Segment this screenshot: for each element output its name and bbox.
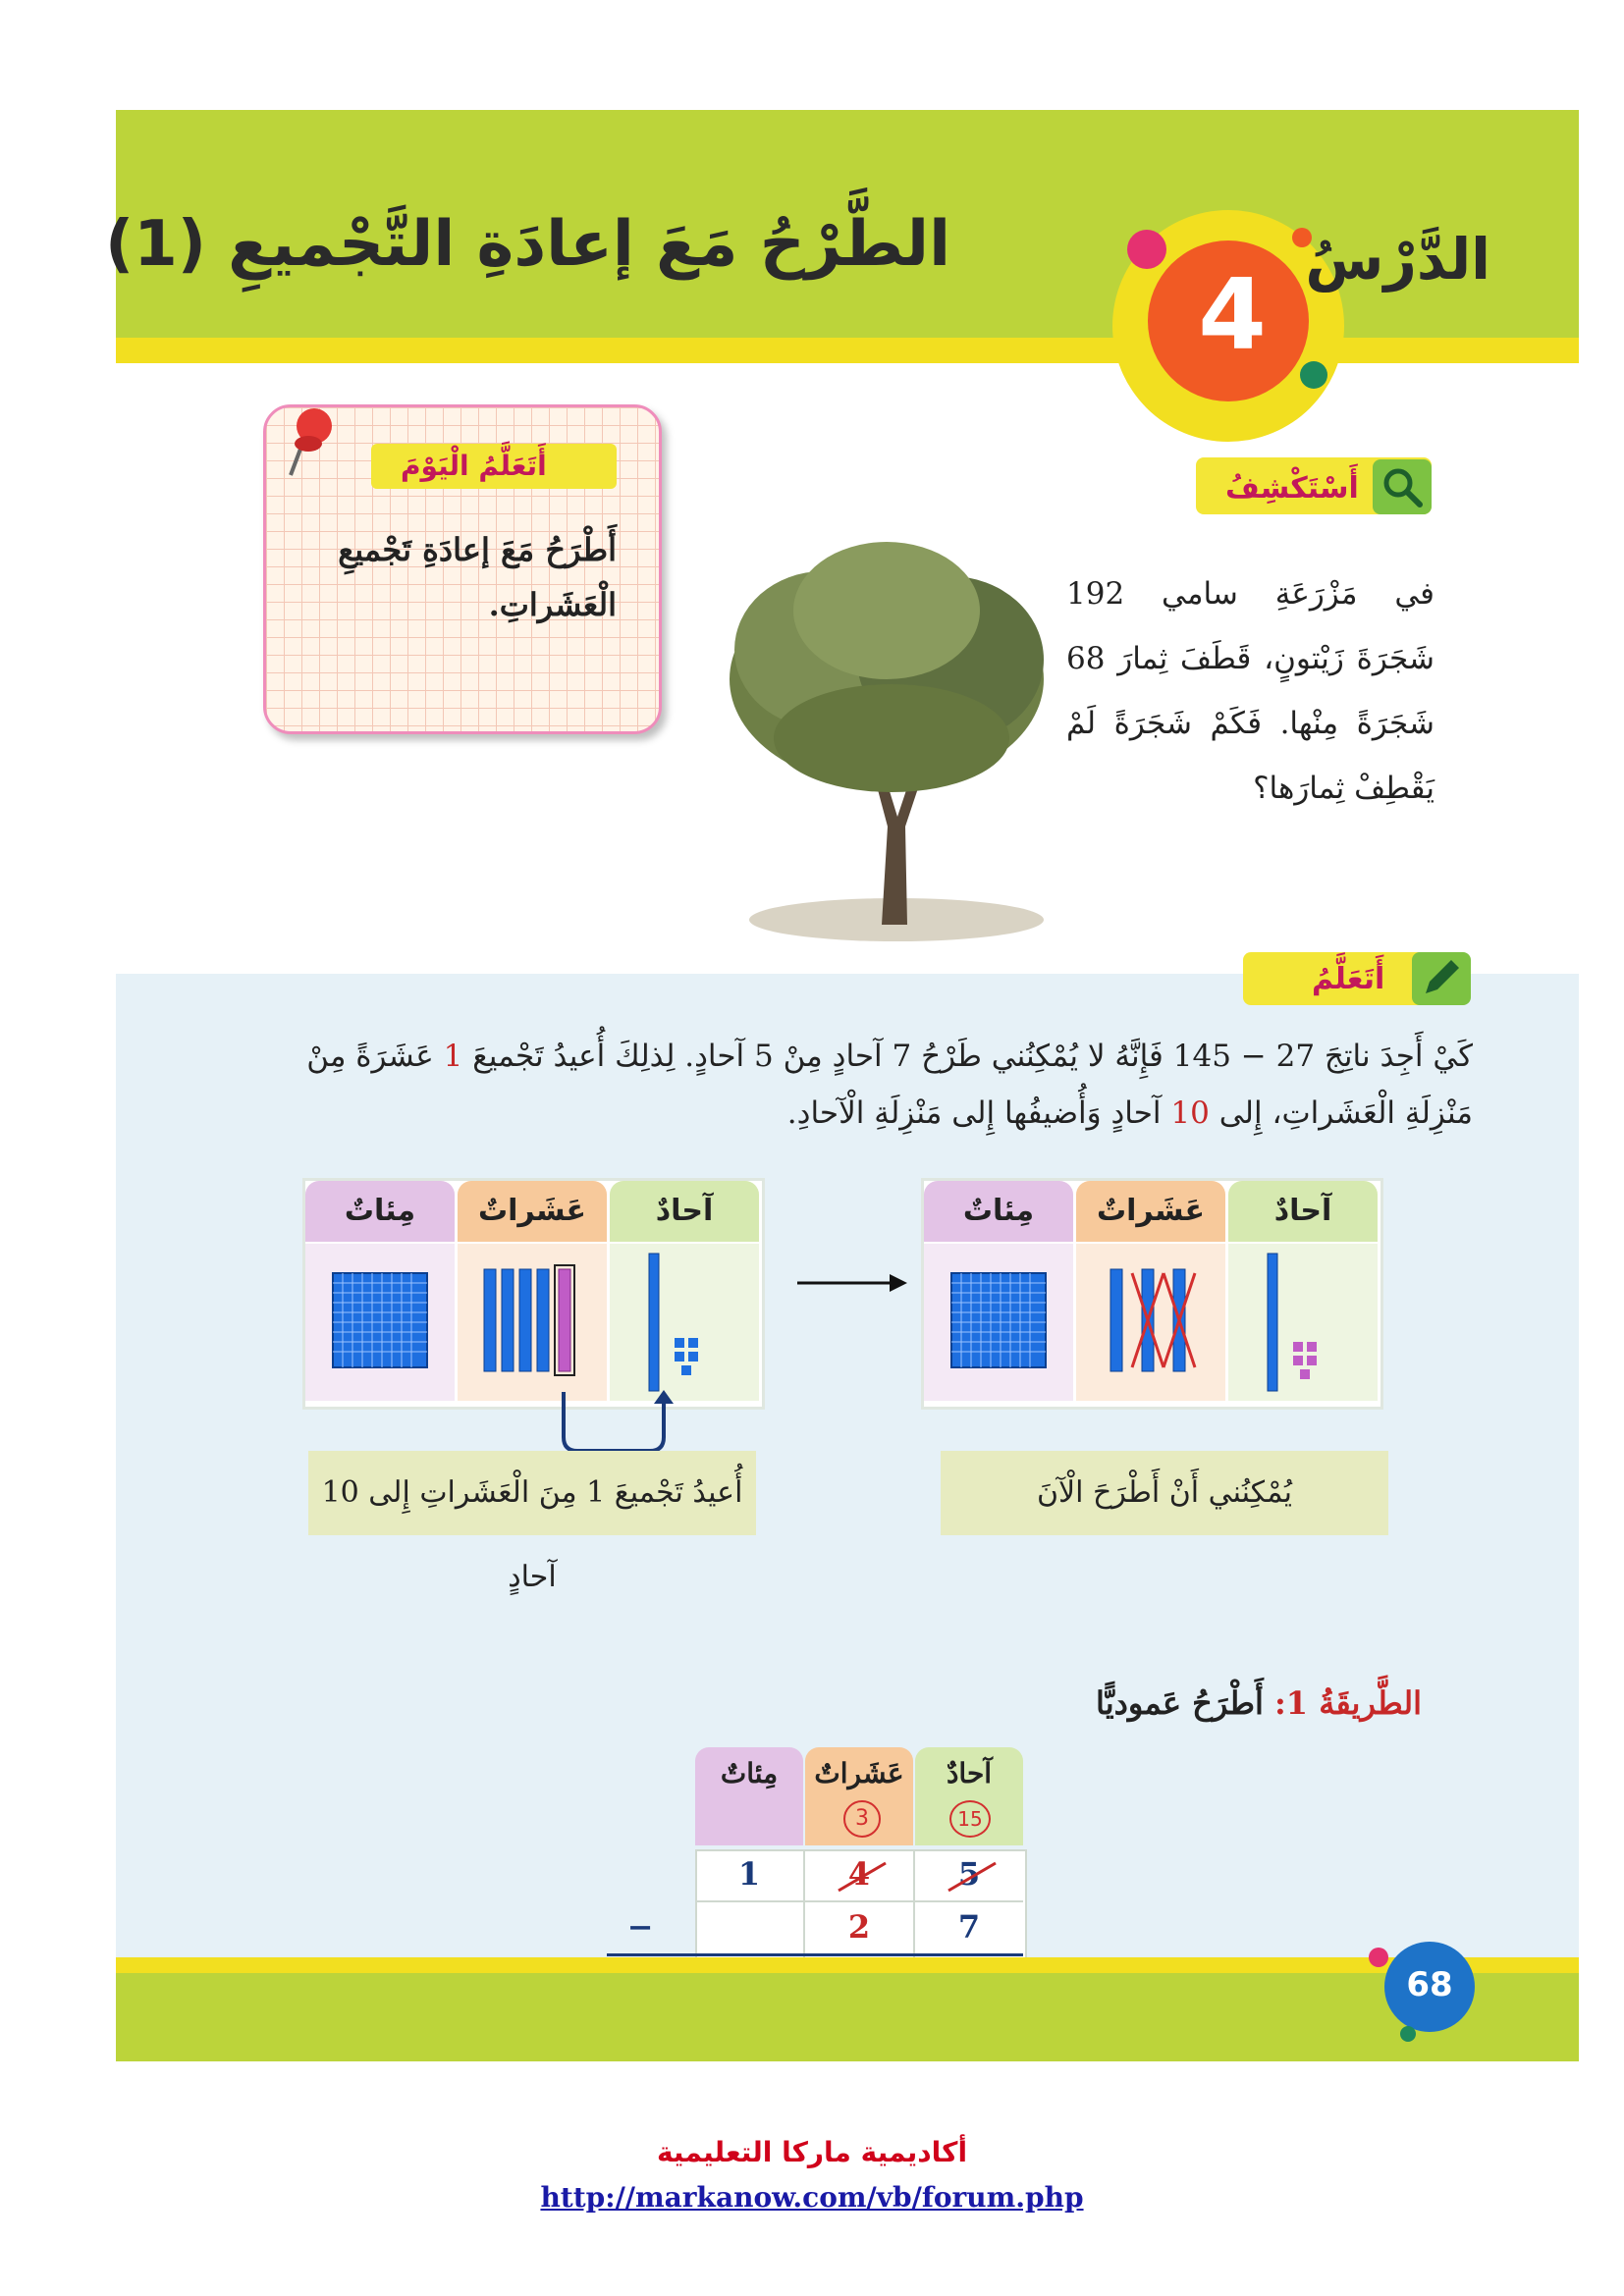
pushpin-icon xyxy=(283,404,346,483)
base-ten-blocks-ready xyxy=(924,1244,1380,1401)
divider xyxy=(695,1900,1023,1902)
tens-rods-crossed xyxy=(1110,1269,1195,1371)
sum-line xyxy=(607,1953,1023,1956)
learn-today-text: أَطْرَحُ مَعَ إعادَةِ تَجْميعِ الْعَشَراتِ. xyxy=(338,531,617,623)
hundred-flat xyxy=(333,1273,427,1367)
olive-tree-image xyxy=(705,532,1068,954)
footer-band xyxy=(116,1973,1579,2061)
top-tens: 4 xyxy=(847,1855,871,1893)
sub-tens: 2 xyxy=(847,1908,871,1946)
top-hundreds: 1 xyxy=(737,1855,761,1893)
strike-tens-icon xyxy=(833,1857,892,1896)
academy-name: أكاديمية ماركا التعليمية xyxy=(656,2136,968,2168)
hundred-flat xyxy=(951,1273,1046,1367)
learn-text xyxy=(255,1028,1473,1142)
learn-highlight-ten: 10 xyxy=(1170,1095,1210,1131)
base-ten-blocks-regroup xyxy=(305,1244,762,1401)
ones-rod-and-units xyxy=(649,1254,698,1391)
learn-today-label: أَتَعَلَّمُ الْيَوْمَ xyxy=(401,450,547,482)
arrow-right-icon xyxy=(793,1268,911,1298)
tens-rods xyxy=(484,1265,574,1375)
lesson-word: الدَّرْسُ xyxy=(1305,226,1490,293)
page-number: 68 xyxy=(1406,1965,1453,2004)
learn-highlight-one: 1 xyxy=(443,1039,463,1074)
method-label: الطَّريقَةُ 1: xyxy=(1273,1684,1422,1722)
sub-header-hundreds: مِئاتٌ xyxy=(720,1757,779,1789)
ones-rod-and-units xyxy=(1268,1254,1317,1391)
sub-header-tens: عَشَراتٌ xyxy=(814,1757,904,1789)
explore-label: أَسْتَكْشِفُ xyxy=(1225,471,1359,506)
top-ones: 5 xyxy=(957,1855,981,1893)
sub-header-ones: آحادٌ xyxy=(946,1757,993,1789)
regroup-ones-circle: 15 xyxy=(949,1800,991,1838)
textbook-page xyxy=(104,110,1579,2061)
strike-ones-icon xyxy=(943,1857,1001,1896)
header-ones: آحادٌ xyxy=(1228,1181,1378,1242)
header-hundreds: مِئاتٌ xyxy=(305,1181,455,1242)
learn-label: أَتَعَلَّمُ xyxy=(1312,962,1385,996)
academy-link[interactable]: http://markanow.com/vb/forum.php xyxy=(540,2181,1084,2214)
learn-text-part: آحادٍ وَأُضيفُها إِلى مَنْزِلَةِ الْآحادِ. xyxy=(786,1095,1162,1131)
caption-regroup: أُعيدُ تَجْميعَ 1 مِنَ الْعَشَراتِ إِلى 10 آحادٍ xyxy=(308,1451,756,1535)
sub-ones: 7 xyxy=(957,1908,981,1946)
place-value-table-regroup xyxy=(302,1178,765,1410)
learn-text-part: كَيْ أَجِدَ ناتِجَ xyxy=(1324,1039,1473,1074)
minus-sign: − xyxy=(626,1908,654,1946)
header-hundreds: مِئاتٌ xyxy=(924,1181,1073,1242)
header-stripe xyxy=(116,338,1579,363)
method-heading xyxy=(1096,1684,1422,1722)
caption-ready: يُمْكِنُني أَنْ أَطْرَحَ الْآنَ xyxy=(941,1451,1388,1535)
header-ones: آحادٌ xyxy=(610,1181,759,1242)
regroup-tens-circle: 3 xyxy=(843,1800,881,1838)
header-tens: عَشَراتٌ xyxy=(1076,1181,1225,1242)
learn-text-part: فَإِنَّهُ لا يُمْكِنُني طَرْحُ 7 آحادٍ مِنْ 5 آحادٍ. لِذلِكَ أُعيدُ تَجْميعَ xyxy=(472,1039,1164,1074)
header-tens: عَشَراتٌ xyxy=(458,1181,607,1242)
place-value-table-ready xyxy=(921,1178,1383,1410)
learn-expression: 145 − 27 xyxy=(1172,1039,1316,1074)
magnifier-icon xyxy=(1373,459,1432,514)
method-text: أَطْرَحُ عَموديًّا xyxy=(1096,1684,1264,1722)
explore-text: في مَزْرَعَةِ سامي 192 شَجَرَةَ زَيْتونٍ، قَطَفَ ثِمارَ 68 شَجَرَةً مِنْها. فَكَمْ شَجَرَةً لَمْ يَقْطِفْ ثِمارَها؟ xyxy=(1066,576,1435,806)
page-title: الطَّرْحُ مَعَ إعادَةِ التَّجْميعِ (1) xyxy=(104,208,950,281)
lesson-number: 4 xyxy=(1198,257,1267,372)
pencil-icon xyxy=(1412,948,1471,1007)
learn-text-part: عَشَرَةً مِنْ مَنْزِلَةِ الْعَشَراتِ، إِلى xyxy=(306,1039,1473,1131)
